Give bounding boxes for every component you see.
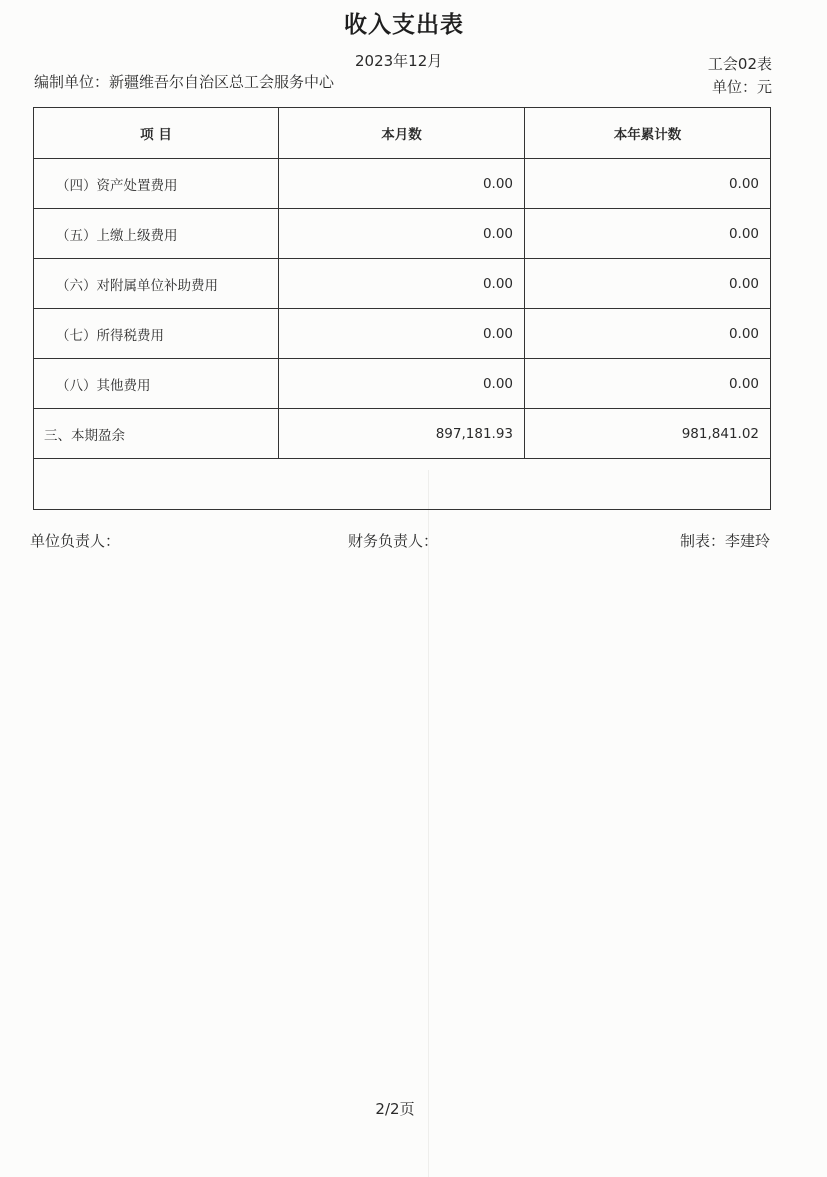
row-ytd-value: 0.00 [525,359,771,409]
table-row-blank [34,459,771,510]
income-expense-table [33,107,771,510]
row-item-label: （七）所得税费用 [34,309,279,359]
preparing-unit: 编制单位：新疆维吾尔自治区总工会服务中心 [34,73,335,91]
row-item-label: （五）上缴上级费用 [34,209,279,259]
row-ytd-value: 0.00 [525,309,771,359]
row-ytd-value: 0.00 [525,209,771,259]
row-month-value: 897,181.93 [279,409,525,459]
preparer-signature: 制表：李建玲 [679,532,770,550]
page-number: 2/2页 [375,1100,415,1118]
row-month-value: 0.00 [279,259,525,309]
row-item-label: 三、本期盈余 [34,409,279,459]
column-header-item: 项 目 [34,108,279,159]
table-row [34,259,771,309]
table-row [34,309,771,359]
table-header-row [34,108,771,159]
table-row [34,359,771,409]
report-title: 收入支出表 [344,12,464,38]
row-item-label: （八）其他费用 [34,359,279,409]
table-row [34,159,771,209]
row-item-label: （六）对附属单位补助费用 [34,259,279,309]
table-row-surplus [34,409,771,459]
row-ytd-value: 981,841.02 [525,409,771,459]
currency-unit: 单位：元 [711,78,772,96]
finance-head-signature: 财务负责人： [348,532,439,550]
row-ytd-value: 0.00 [525,159,771,209]
unit-head-signature: 单位负责人： [30,532,121,550]
page-fold-line [428,470,429,1177]
blank-cell [34,459,771,510]
row-month-value: 0.00 [279,159,525,209]
row-month-value: 0.00 [279,209,525,259]
column-header-ytd: 本年累计数 [525,108,771,159]
form-number: 工会02表 [707,55,772,73]
row-month-value: 0.00 [279,309,525,359]
report-period: 2023年12月 [355,52,443,70]
row-ytd-value: 0.00 [525,259,771,309]
row-month-value: 0.00 [279,359,525,409]
table-row [34,209,771,259]
column-header-month: 本月数 [279,108,525,159]
row-item-label: （四）资产处置费用 [34,159,279,209]
